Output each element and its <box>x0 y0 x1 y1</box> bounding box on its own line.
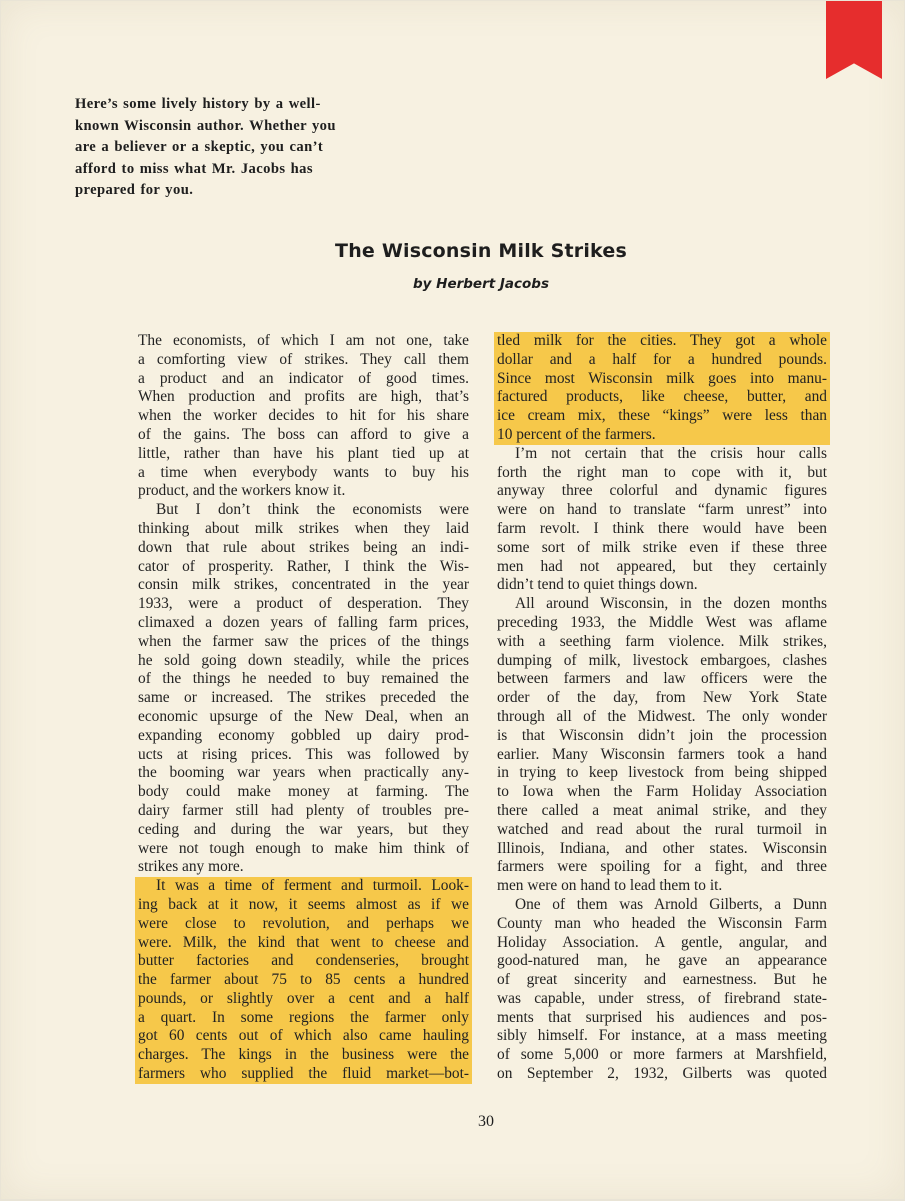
line-text: County man who headed the Wisconsin Farm <box>497 914 827 932</box>
line-text: good-natured man, he gave an appearance <box>497 952 827 970</box>
line-text: of great sincerity and earnestness. But he <box>497 971 827 989</box>
text-line <box>497 896 827 915</box>
text-line <box>497 727 827 746</box>
intro-line: afford to miss what Mr. Jacobs has <box>75 160 313 177</box>
text-line <box>497 783 827 802</box>
highlighted-text-line <box>135 971 472 990</box>
line-text: ice cream mix, these “kings” were less than <box>497 407 827 425</box>
highlighted-text-line <box>135 990 472 1009</box>
line-text: preceding 1933, the Middle West was aflame <box>497 613 827 631</box>
intro-line: known Wisconsin author. Whether you <box>75 117 336 134</box>
text-line <box>497 445 827 464</box>
highlighted-text-line <box>135 896 472 915</box>
line-text: All around Wisconsin, in the dozen months <box>515 595 827 613</box>
line-text: a quart. In some regions the farmer only <box>138 1008 469 1026</box>
highlighted-text-line <box>135 1065 472 1084</box>
text-line <box>138 370 469 389</box>
intro-line: Here’s some lively history by a well- <box>75 96 321 112</box>
line-text: a comforting view of strikes. They call them <box>138 350 469 368</box>
text-line <box>497 501 827 520</box>
text-line <box>138 727 469 746</box>
line-text: the farmer about 75 to 85 cents a hundred <box>138 971 469 989</box>
text-line <box>497 595 827 614</box>
text-line <box>138 802 469 821</box>
line-text: farmers who supplied the fluid market—bot- <box>138 1065 469 1083</box>
line-text: down that rule about strikes being an indi- <box>138 538 469 556</box>
article-title: The Wisconsin Milk Strikes <box>335 240 627 262</box>
line-text: ceding and during the war years, but they <box>138 820 469 838</box>
text-line <box>497 915 827 934</box>
text-line <box>497 764 827 783</box>
intro-line: prepared for you. <box>75 182 194 199</box>
text-line <box>497 746 827 765</box>
text-line <box>138 840 469 859</box>
line-text: got 60 cents out of which also came hauling <box>138 1027 469 1045</box>
line-text: expanding economy gobbled up dairy prod- <box>138 726 469 744</box>
text-line <box>497 821 827 840</box>
text-line <box>497 482 827 501</box>
text-line <box>497 670 827 689</box>
line-text: But I don’t think the economists were <box>156 501 469 519</box>
line-text: thinking about milk strikes when they laid <box>138 519 469 537</box>
line-text: through all of the Midwest. The only wonder <box>497 707 827 725</box>
text-line <box>138 445 469 464</box>
line-text: I’m not certain that the crisis hour calls <box>515 444 827 462</box>
text-line <box>497 558 827 577</box>
left-text-column <box>138 332 469 1084</box>
line-text: same or increased. The strikes preceded the <box>138 689 469 707</box>
line-text: dollar and a half for a hundred pounds. <box>497 350 827 368</box>
line-text: product, and the workers know it. <box>138 482 346 500</box>
line-text: he sold going down steadily, while the prices <box>138 651 469 669</box>
line-text: charges. The kings in the business were the <box>138 1046 469 1064</box>
line-text: were. Milk, the kind that went to cheese and <box>138 933 469 951</box>
highlighted-text-line <box>135 1009 472 1028</box>
highlighted-text-line <box>494 332 830 351</box>
line-text: on September 2, 1932, Gilberts was quoted <box>497 1065 827 1083</box>
text-line <box>138 426 469 445</box>
text-line <box>138 501 469 520</box>
text-line <box>138 482 469 501</box>
text-line <box>497 877 827 896</box>
text-line <box>138 388 469 407</box>
line-text: tled milk for the cities. They got a whole <box>497 332 827 349</box>
line-text: Since most Wisconsin milk goes into manu- <box>497 369 827 387</box>
text-line <box>138 783 469 802</box>
line-text: pounds, or slightly over a cent and a half <box>138 989 469 1007</box>
highlighted-text-line <box>135 915 472 934</box>
line-text: ucts at rising prices. This was followed by <box>138 745 469 763</box>
line-text: was capable, under stress, of firebrand state- <box>497 989 827 1007</box>
text-line <box>138 764 469 783</box>
text-line <box>138 576 469 595</box>
text-line <box>497 520 827 539</box>
highlighted-text-line <box>494 388 830 407</box>
line-text: between farmers and law officers were the <box>497 670 827 688</box>
text-line <box>497 840 827 859</box>
text-line <box>138 407 469 426</box>
line-text: sibly himself. For instance, at a mass meeting <box>497 1027 827 1045</box>
text-line <box>138 858 469 877</box>
line-text: men were on hand to lead them to it. <box>497 877 723 895</box>
line-text: were close to revolution, and perhaps we <box>138 914 469 932</box>
text-line <box>497 1046 827 1065</box>
text-line <box>497 576 827 595</box>
line-text: dumping of milk, livestock embargoes, clashes <box>497 651 827 669</box>
text-line <box>497 1027 827 1046</box>
line-text: men had not appeared, but they certainly <box>497 557 827 575</box>
text-line <box>138 652 469 671</box>
article-byline: by Herbert Jacobs <box>412 276 549 292</box>
highlighted-text-line <box>494 370 830 389</box>
highlighted-text-line <box>135 952 472 971</box>
line-text: a product and an indicator of good times. <box>138 369 469 387</box>
line-text: of some 5,000 or more farmers at Marshfield, <box>497 1046 827 1064</box>
line-text: body could make money at farming. The <box>138 783 469 801</box>
text-line <box>497 802 827 821</box>
text-line <box>497 708 827 727</box>
text-line <box>138 614 469 633</box>
highlighted-text-line <box>135 934 472 953</box>
magazine-page <box>1 1 904 1199</box>
highlighted-text-line <box>135 1027 472 1046</box>
text-line <box>497 652 827 671</box>
text-line <box>497 934 827 953</box>
bookmark-ribbon-icon[interactable] <box>826 1 882 79</box>
text-line <box>138 633 469 652</box>
highlighted-text-line <box>135 877 472 896</box>
text-line <box>497 1065 827 1084</box>
line-text: Holiday Association. A gentle, angular, and <box>497 933 827 951</box>
page-number: 30 <box>478 1113 494 1130</box>
line-text: butter factories and condenseries, brought <box>138 952 469 970</box>
text-line <box>138 708 469 727</box>
line-text: of the gains. The boss can afford to give a <box>138 425 469 443</box>
line-text: forth the right man to cope with it, but <box>497 463 827 481</box>
line-text: ing back at it now, it seems almost as if we <box>138 895 469 913</box>
line-text: little, rather than have his plant tied up at <box>138 444 469 462</box>
text-line <box>497 858 827 877</box>
line-text: when the worker decides to hit for his share <box>138 407 469 425</box>
line-text: ments that surprised his audiences and pos- <box>497 1008 827 1026</box>
line-text: the booming war years when practically any- <box>138 764 469 782</box>
text-line <box>497 539 827 558</box>
line-text: consin milk strikes, concentrated in the year <box>138 576 469 594</box>
text-line <box>138 351 469 370</box>
line-text: anyway three colorful and dynamic figures <box>497 482 827 500</box>
highlighted-text-line <box>494 407 830 426</box>
text-line <box>497 990 827 1009</box>
text-line <box>138 332 469 351</box>
line-text: were not tough enough to make him think of <box>138 839 469 857</box>
line-text: 1933, were a product of desperation. They <box>138 595 469 613</box>
intro-blurb <box>75 94 400 202</box>
line-text: didn’t tend to quiet things down. <box>497 576 698 594</box>
line-text: is that Wisconsin didn’t join the procession <box>497 726 827 744</box>
text-line <box>138 670 469 689</box>
text-line <box>138 821 469 840</box>
line-text: dairy farmer still had plenty of troubles pre- <box>138 801 469 819</box>
intro-line: are a believer or a skeptic, you can’t <box>75 139 324 156</box>
line-text: a time when everybody wants to buy his <box>138 463 469 481</box>
line-text: climaxed a dozen years of falling farm prices, <box>138 613 469 631</box>
line-text: with a seething farm violence. Milk strikes, <box>497 632 827 650</box>
line-text: of the things he needed to buy remained the <box>138 670 469 688</box>
line-text: strikes any more. <box>138 858 244 876</box>
line-text: watched and read about the rural turmoil in <box>497 820 827 838</box>
line-text: The economists, of which I am not one, take <box>138 332 469 349</box>
text-line <box>497 971 827 990</box>
line-text: to Iowa when the Farm Holiday Association <box>497 783 827 801</box>
text-line <box>497 952 827 971</box>
line-text: farm revolt. I think there would have been <box>497 519 827 537</box>
right-text-column <box>497 332 827 1084</box>
line-text: order of the day, from New York State <box>497 689 827 707</box>
line-text: 10 percent of the farmers. <box>497 425 656 443</box>
line-text: when the farmer saw the prices of the things <box>138 632 469 650</box>
line-text: When production and profits are high, that’s <box>138 388 469 406</box>
line-text: factured products, like cheese, butter, and <box>497 388 827 406</box>
text-line <box>497 633 827 652</box>
line-text: there called a meat animal strike, and they <box>497 801 827 819</box>
highlighted-text-line <box>494 351 830 370</box>
text-line <box>138 689 469 708</box>
text-line <box>138 539 469 558</box>
line-text: It was a time of ferment and turmoil. Look- <box>156 877 469 895</box>
text-line <box>497 464 827 483</box>
text-line <box>138 558 469 577</box>
highlighted-text-line <box>135 1046 472 1065</box>
line-text: in trying to keep livestock from being shipped <box>497 764 827 782</box>
text-line <box>497 689 827 708</box>
highlighted-text-line <box>494 426 830 445</box>
text-line <box>497 1009 827 1028</box>
text-line <box>138 464 469 483</box>
line-text: farmers were spoiling for a fight, and three <box>497 858 827 876</box>
line-text: Illinois, Indiana, and other states. Wisconsin <box>497 839 827 857</box>
line-text: One of them was Arnold Gilberts, a Dunn <box>515 895 827 913</box>
line-text: were on hand to translate “farm unrest” into <box>497 501 827 519</box>
text-line <box>138 746 469 765</box>
text-line <box>138 520 469 539</box>
text-line <box>497 614 827 633</box>
line-text: cator of prosperity. Rather, I think the Wis- <box>138 557 469 575</box>
line-text: earlier. Many Wisconsin farmers took a hand <box>497 745 827 763</box>
line-text: economic upsurge of the New Deal, when an <box>138 707 469 725</box>
text-line <box>138 595 469 614</box>
line-text: some sort of milk strike even if these three <box>497 538 827 556</box>
